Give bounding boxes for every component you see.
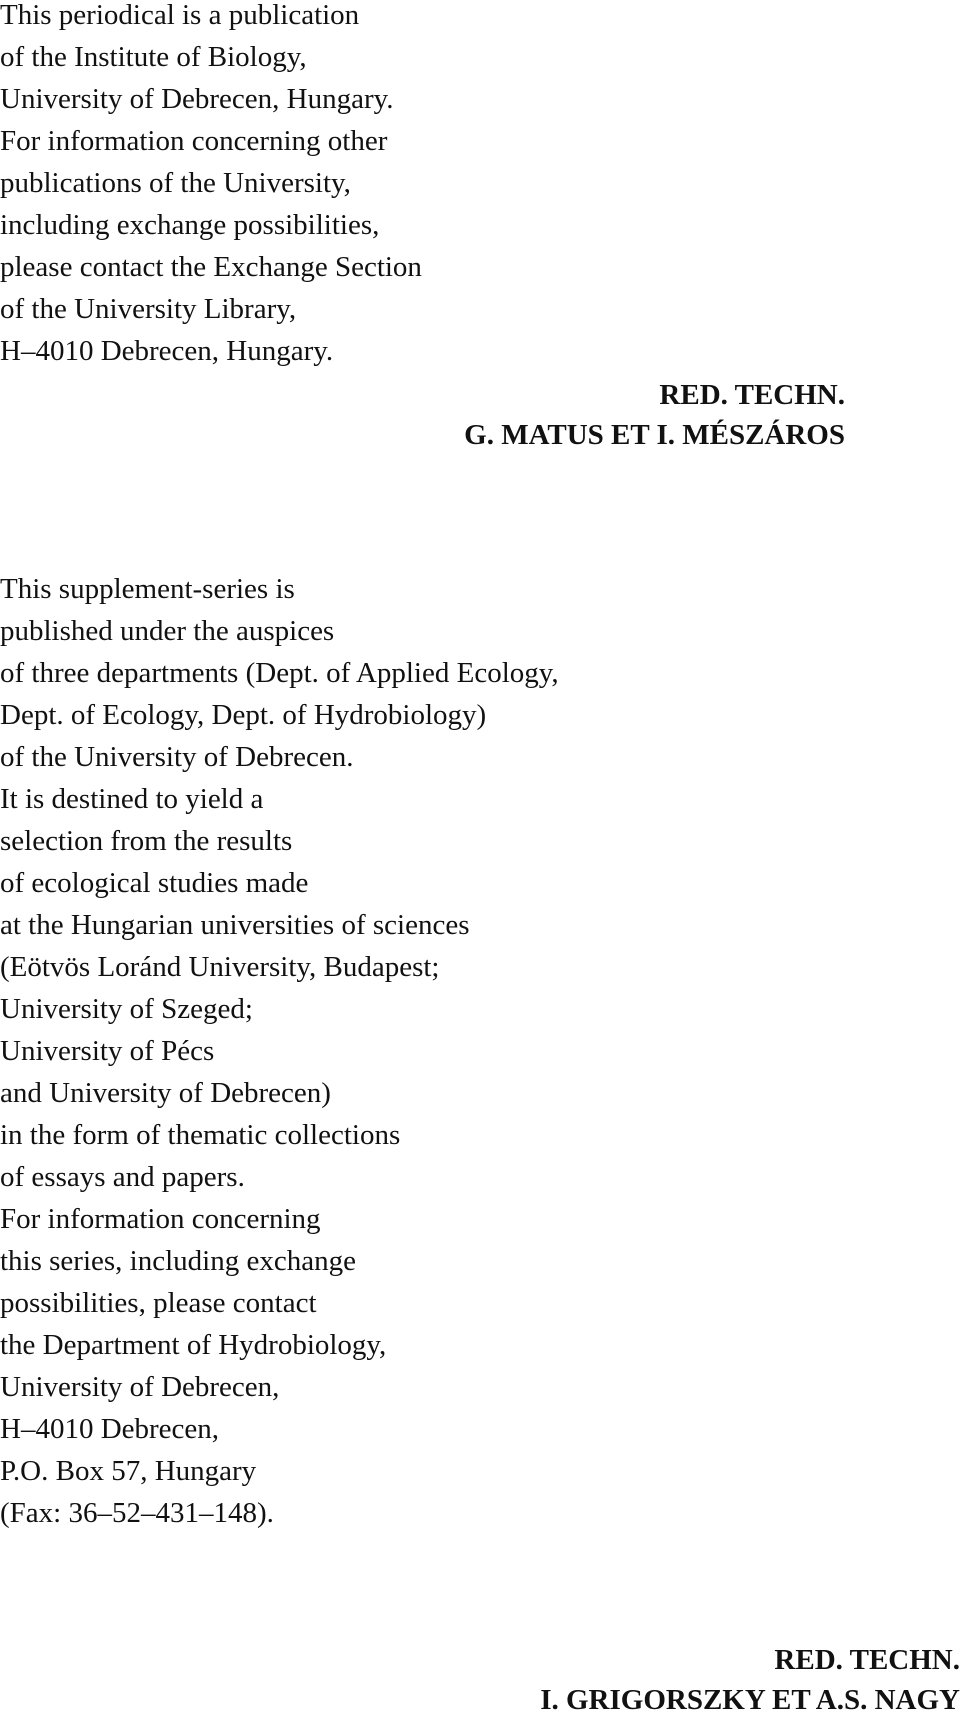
imprint-heading: RED. TECHN. xyxy=(774,1644,960,1676)
text-line: this series, including exchange xyxy=(0,1245,356,1277)
technical-editors-imprint xyxy=(464,375,845,455)
text-line: the Department of Hydrobiology, xyxy=(0,1329,387,1361)
text-line: of the University Library, xyxy=(0,293,297,325)
text-line: and University of Debrecen) xyxy=(0,1077,331,1109)
text-line: of three departments (Dept. of Applied Ecology, xyxy=(0,657,559,689)
institute-publication-notice xyxy=(0,0,422,372)
text-line: University of Pécs xyxy=(0,1035,215,1067)
text-line: please contact the Exchange Section xyxy=(0,251,422,283)
text-line: H–4010 Debrecen, xyxy=(0,1413,220,1445)
text-line: This supplement-series is xyxy=(0,573,295,605)
text-line: including exchange possibilities, xyxy=(0,209,380,241)
text-line: For information concerning xyxy=(0,1203,321,1235)
text-line: (Fax: 36–52–431–148). xyxy=(0,1497,274,1529)
text-line: Dept. of Ecology, Dept. of Hydrobiology) xyxy=(0,699,487,731)
imprint-heading: RED. TECHN. xyxy=(659,379,845,411)
text-line: University of Debrecen, Hungary. xyxy=(0,83,394,115)
text-line: of the University of Debrecen. xyxy=(0,741,354,773)
text-line: possibilities, please contact xyxy=(0,1287,317,1319)
imprint-names: G. MATUS ET I. MÉSZÁROS xyxy=(464,419,845,451)
text-line: University of Szeged; xyxy=(0,993,253,1025)
supplement-series-notice xyxy=(0,568,559,1534)
text-line: publications of the University, xyxy=(0,167,351,199)
text-line: P.O. Box 57, Hungary xyxy=(0,1455,257,1487)
text-line: selection from the results xyxy=(0,825,293,857)
text-line: This periodical is a publication xyxy=(0,0,360,31)
text-line: of essays and papers. xyxy=(0,1161,245,1193)
text-line: (Eötvös Loránd University, Budapest; xyxy=(0,951,440,983)
text-line: It is destined to yield a xyxy=(0,783,264,815)
text-line: in the form of thematic collections xyxy=(0,1119,401,1151)
text-line: of the Institute of Biology, xyxy=(0,41,307,73)
imprint-names: I. GRIGORSZKY ET A.S. NAGY xyxy=(540,1684,960,1716)
text-line: published under the auspices xyxy=(0,615,335,647)
text-line: at the Hungarian universities of sciences xyxy=(0,909,470,941)
text-line: H–4010 Debrecen, Hungary. xyxy=(0,335,334,367)
technical-editors-imprint-2 xyxy=(540,1640,960,1720)
text-line: For information concerning other xyxy=(0,125,388,157)
text-line: University of Debrecen, xyxy=(0,1371,280,1403)
text-line: of ecological studies made xyxy=(0,867,309,899)
